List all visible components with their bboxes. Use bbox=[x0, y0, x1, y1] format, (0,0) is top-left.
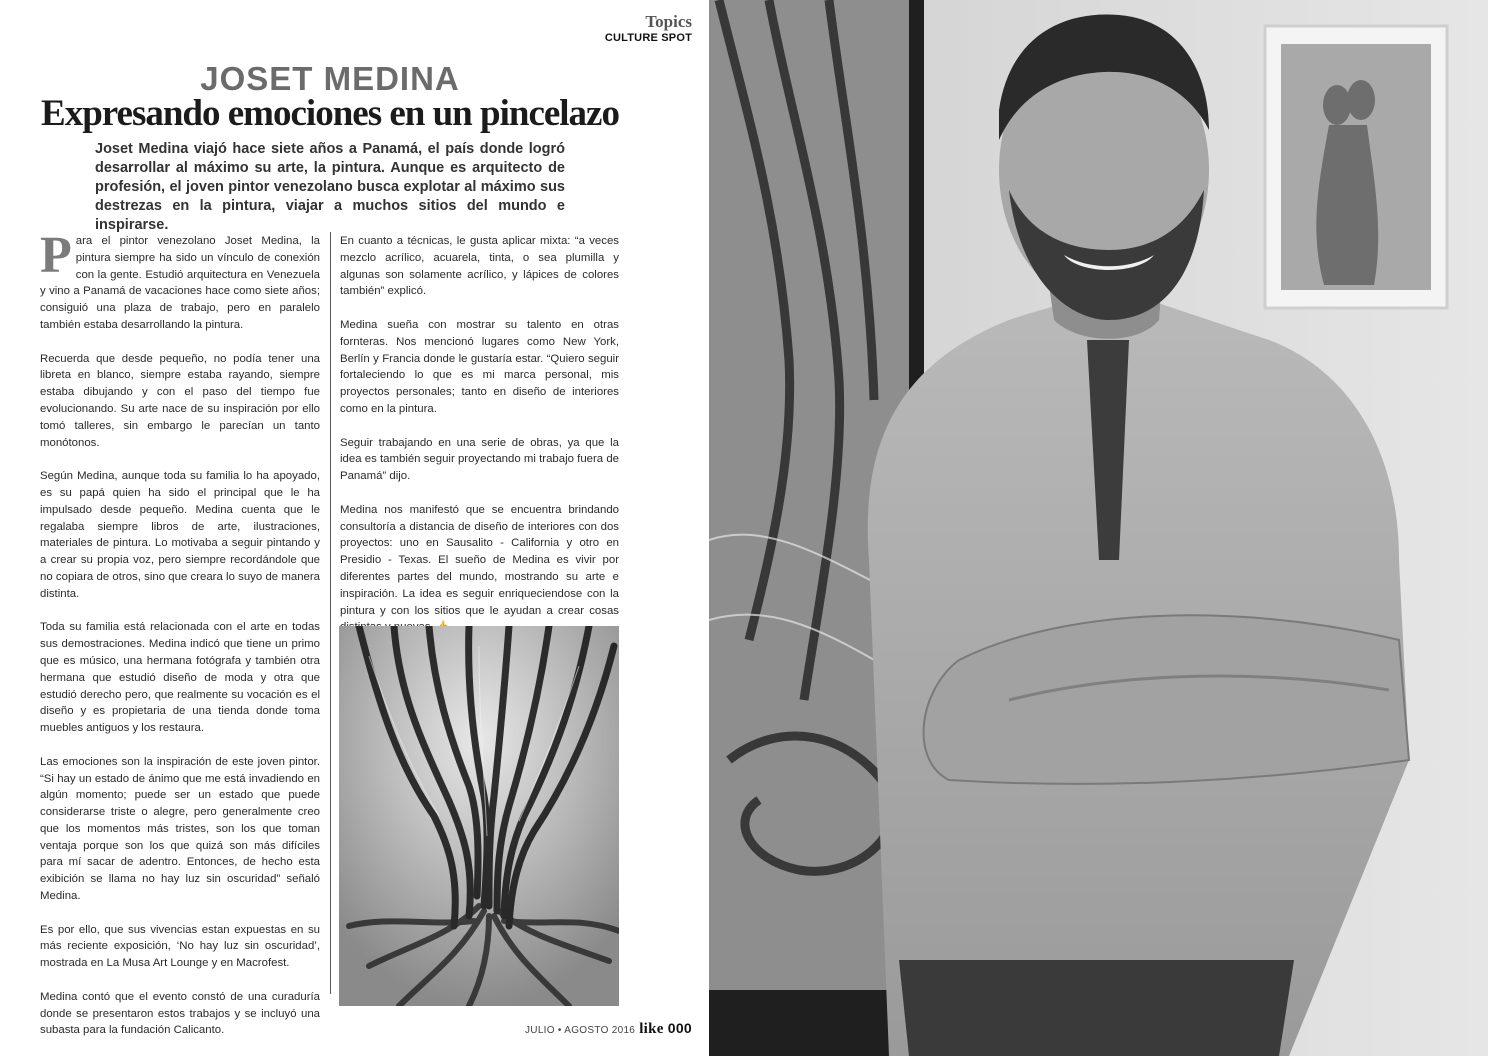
body-paragraph: Las emociones son la inspiración de este joven pintor. “Si hay un estado de ánimo que me está invadiendo en algún momento; puede ser un estado que puede considerarse triste o alegre, pero generalmente creo que los momentos más tristes, son los que toman ventaja porque son los que quizá son más difíciles para mí sacar de adentro. Entonces, de hecho esta exibición se llama no hay luz sin oscuridad” señaló Medina. bbox=[40, 755, 320, 903]
article-headline: Expresando emociones en un pincelazo bbox=[41, 93, 619, 134]
column-divider bbox=[330, 232, 331, 994]
body-paragraph: Recuerda que desde pequeño, no podía tener una libreta en blanco, siempre estaba rayando, siempre estaba dibujando y con el paso del tiempo fue evolucionando. Su arte nace de su inspiración por ello tomó talleres, sin embargo le parecían un tanto monótonos. bbox=[40, 352, 320, 449]
page-footer bbox=[525, 1020, 692, 1038]
body-paragraph: Medina sueña con mostrar su talento en otras fornteras. Nos mencionó lugares como New York, Berlín y Francia donde le gustaría estar. “Quiero seguir fortaleciendo lo que es mi marca personal, mis proyectos personales; tanto en diseño de interiores como en la pintura. bbox=[340, 318, 619, 415]
portrait-photo bbox=[709, 0, 1488, 1056]
body-paragraph: En cuanto a técnicas, le gusta aplicar mixta: “a veces mezclo acrílico, acuarela, tinta, o sea plumilla y algunas son solamente acrílico, y lápices de colores también” explicó. bbox=[340, 235, 619, 298]
magazine-logo: like bbox=[639, 1021, 664, 1037]
left-page bbox=[0, 0, 709, 1056]
issue-date: JULIO • AGOSTO 2016 bbox=[525, 1025, 636, 1036]
article-lead: Joset Medina viajó hace siete años a Panamá, el país donde logró desarrollar al máximo su arte, la pintura. Aunque es arquitecto de profesión, el joven pintor venezolano busca explotar al máximo sus destrezas en la pintura, viajar a muchos sitios del mundo e inspirarse. bbox=[95, 141, 565, 233]
section-primary: Topics bbox=[645, 12, 692, 31]
body-column-right bbox=[340, 233, 619, 636]
body-paragraph: Medina nos manifestó que se encuentra brindando consultoría a distancia de diseño de interiores con dos proyectos: uno en Sausalito - California y otro en Presidio - Texas. El sueño de Medina es vivir por diferentes partes del mundo, mostrando su arte e inspiración. La idea es seguir enriqueciendose con la pintura y con los sitios que le ayudan a crear cosas bbox=[340, 502, 619, 636]
page-number: 000 bbox=[667, 1020, 692, 1036]
drop-cap: P bbox=[40, 227, 72, 284]
body-paragraph: Es por ello, que sus vivencias estan expuestas en su más reciente exposición, ‘No hay luz sin oscuridad’, mostrada en La Musa Art Lounge y en Macrofest. bbox=[40, 923, 320, 970]
body-column-left bbox=[40, 227, 320, 1039]
body-paragraph: Según Medina, aunque toda su familia lo ha apoyado, es su papá quien ha sido el principal que le ha impulsado desde pequeño. Medina cuenta que le regalaba siempre libros de arte, ilustraciones, materiales de pintura. Lo motivaba a seguir pintando y a crear su propia voz, pero siempre recordándole que no copiara de otros, sino que creara lo suyo de manera distinta. bbox=[40, 470, 320, 600]
artwork-image bbox=[339, 626, 619, 1006]
body-paragraph: Medina contó que el evento constó de una curaduría donde se presentaron estos trabajos y se incluyó una subasta para la fundación Calicanto. bbox=[40, 990, 320, 1037]
section-tag bbox=[605, 12, 692, 44]
body-paragraph: Para el pintor venezolano Joset Medina, la pintura siempre ha sido un vínculo de conexión con la gente. Estudió arquitectura en Venezuela y vino a Panamá de vacaciones hace como siete años; consiguió una plaza de trabajo, pero en paralelo también estaba desarrollando la pintura. bbox=[40, 227, 320, 331]
article-kicker: JOSET MEDINA bbox=[200, 60, 460, 97]
body-paragraph: Seguir trabajando en una serie de obras, ya que la idea es también seguir proyectando mi trabajo fuera de Panamá” dijo. bbox=[340, 436, 619, 483]
section-secondary: CULTURE SPOT bbox=[604, 32, 692, 44]
body-paragraph: Toda su familia está relacionada con el arte en todas sus demostraciones. Medina indicó que tiene un primo que es músico, una hermana fotógrafa y también otra hermana que estudió diseño de moda y otra que estudió derecho pero, que realmente su vocación es el diseño y es propietaria de una tienda donde toma muebles antiguos y los restaura. bbox=[40, 621, 320, 735]
